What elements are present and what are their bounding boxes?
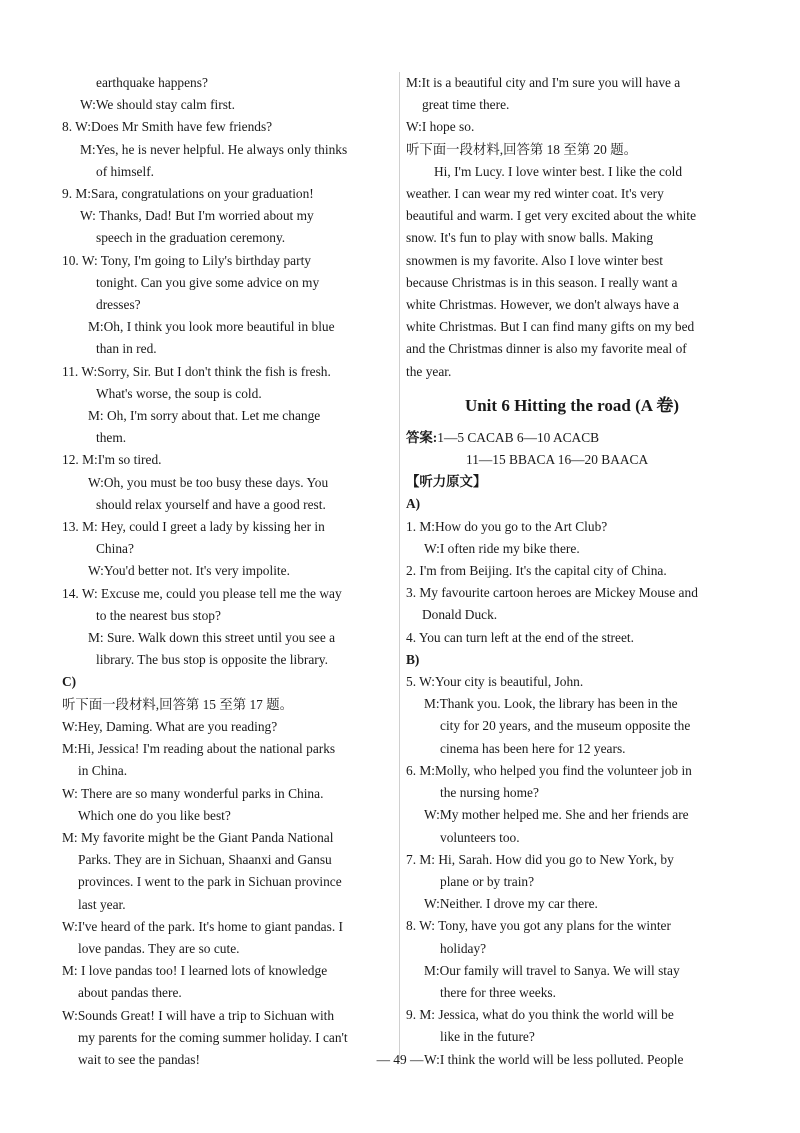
text-line: W:Oh, you must be too busy these days. You: [88, 474, 329, 490]
text-line: W:I've heard of the park. It's home to giant pandas. I: [62, 918, 343, 934]
text-line: cinema has been here for 12 years.: [440, 740, 626, 756]
text-line: W:You'd better not. It's very impolite.: [88, 563, 290, 579]
text-line: M:Thank you. Look, the library has been in the: [424, 696, 678, 712]
text-line: snowmen is my favorite. Also I love winter best: [406, 252, 663, 268]
text-line: love pandas. They are so cute.: [78, 940, 240, 956]
text-line: and the Christmas dinner is also my favorite meal of: [406, 341, 687, 357]
text-line: weather. I can wear my red winter coat. It's very: [406, 186, 664, 202]
text-line: about pandas there.: [78, 985, 182, 1001]
text-line: W:I think the world will be less polluted. People: [424, 1051, 684, 1067]
text-line: M:Oh, I think you look more beautiful in blue: [88, 319, 335, 335]
text-line: dresses?: [96, 297, 141, 313]
text-line: because Christmas is in this season. I really want a: [406, 274, 678, 290]
text-line: library. The bus stop is opposite the library.: [96, 652, 328, 668]
text-line: them.: [96, 430, 127, 446]
text-line: of himself.: [96, 163, 155, 179]
text-line: 7. M: Hi, Sarah. How did you go to New York, by: [406, 851, 674, 867]
text-line: 9. M:Sara, congratulations on your graduation!: [62, 186, 314, 202]
text-line: W:I often ride my bike there.: [424, 540, 580, 556]
text-line: M:Yes, he is never helpful. He always only thinks: [80, 141, 348, 157]
text-line: W: Thanks, Dad! But I'm worried about my: [80, 208, 314, 224]
text-line: speech in the graduation ceremony.: [96, 230, 286, 246]
text-line: W:Sounds Great! I will have a trip to Sichuan with: [62, 1007, 335, 1023]
text-line: 12. M:I'm so tired.: [62, 452, 162, 468]
text-line: in China.: [78, 763, 128, 779]
text-line: W:My mother helped me. She and her friends are: [424, 807, 689, 823]
text-line: W:Neither. I drove my car there.: [424, 896, 598, 912]
text-line: like in the future?: [440, 1029, 535, 1045]
text-line: 3. My favourite cartoon heroes are Mickey Mouse and: [406, 585, 698, 601]
text-line: W: There are so many wonderful parks in China.: [62, 785, 324, 801]
text-line: 【听力原文】: [406, 474, 487, 490]
text-line: W:I hope so.: [406, 119, 475, 135]
text-line: there for three weeks.: [440, 984, 556, 1000]
text-line: M: I love pandas too! I learned lots of knowledge: [62, 963, 328, 979]
text-line: last year.: [78, 896, 126, 912]
text-line: A): [406, 496, 421, 512]
text-line: Hi, I'm Lucy. I love winter best. I like the cold: [434, 163, 683, 179]
text-line: volunteers too.: [440, 829, 520, 845]
text-line: 11. W:Sorry, Sir. But I don't think the fish is fresh.: [62, 363, 331, 379]
text-line: should relax yourself and have a good rest.: [96, 496, 326, 512]
text-line: M:Our family will travel to Sanya. We will stay: [424, 962, 680, 978]
text-line: 2. I'm from Beijing. It's the capital city of China.: [406, 563, 667, 579]
text-line: 听下面一段材料,回答第 18 至第 20 题。: [406, 141, 637, 157]
answer-label: 答案:: [406, 429, 438, 445]
text-line: city for 20 years, and the museum opposite the: [440, 718, 691, 734]
right-column-bottom-text: [406, 471, 738, 1070]
text-line: B): [406, 651, 420, 667]
text-line: wait to see the pandas!: [78, 1051, 200, 1067]
text-line: my parents for the coming summer holiday. I can't: [78, 1029, 348, 1045]
answer-line-1: 1—5 CACAB 6—10 ACACB: [437, 429, 600, 445]
text-line: W:Hey, Daming. What are you reading?: [62, 718, 278, 734]
text-line: M:It is a beautiful city and I'm sure you will have a: [406, 75, 681, 90]
text-line: earthquake happens?: [96, 75, 208, 90]
text-line: snow. It's fun to play with snow balls. Making: [406, 230, 654, 246]
text-line: Which one do you like best?: [78, 807, 231, 823]
text-line: great time there.: [422, 97, 510, 113]
text-line: 13. M: Hey, could I greet a lady by kissing her in: [62, 519, 325, 535]
text-line: Donald Duck.: [422, 607, 498, 623]
text-line: M: My favorite might be the Giant Panda National: [62, 829, 334, 845]
text-line: M:Hi, Jessica! I'm reading about the national parks: [62, 741, 336, 757]
right-column: [406, 72, 738, 1071]
text-line: M: Sure. Walk down this street until you see a: [88, 630, 336, 646]
text-line: plane or by train?: [440, 873, 535, 889]
column-divider: [399, 72, 400, 1060]
text-line: the nursing home?: [440, 785, 539, 801]
answer-key: [406, 427, 738, 471]
text-line: 6. M:Molly, who helped you find the volunteer job in: [406, 762, 692, 778]
text-line: 4. You can turn left at the end of the street.: [406, 629, 634, 645]
text-line: tonight. Can you give some advice on my: [96, 274, 320, 290]
answer-line-2: 11—15 BBACA 16—20 BAACA: [466, 452, 649, 468]
unit-title: Unit 6 Hitting the road (A 卷): [464, 395, 680, 415]
text-line: white Christmas. However, we don't always have a: [406, 297, 679, 313]
text-line: holiday?: [440, 940, 487, 956]
text-line: Parks. They are in Sichuan, Shaanxi and Gansu: [78, 852, 332, 868]
text-line: 8. W:Does Mr Smith have few friends?: [62, 119, 273, 135]
text-line: than in red.: [96, 341, 157, 357]
text-line: 5. W:Your city is beautiful, John.: [406, 674, 584, 690]
text-line: C): [62, 674, 77, 690]
text-line: 9. M: Jessica, what do you think the world will be: [406, 1007, 674, 1023]
text-line: M: Oh, I'm sorry about that. Let me change: [88, 408, 321, 424]
text-line: to the nearest bus stop?: [96, 607, 221, 623]
text-line: 10. W: Tony, I'm going to Lily's birthday party: [62, 252, 311, 268]
left-column: [62, 72, 392, 1071]
text-line: 听下面一段材料,回答第 15 至第 17 题。: [62, 696, 293, 712]
text-line: provinces. I went to the park in Sichuan province: [78, 874, 342, 890]
page-number: — 49 —: [376, 1052, 424, 1067]
text-line: 1. M:How do you go to the Art Club?: [406, 518, 608, 534]
text-line: China?: [96, 541, 134, 557]
text-line: What's worse, the soup is cold.: [96, 385, 262, 401]
right-column-top-text: [406, 72, 738, 383]
text-line: W:We should stay calm first.: [80, 97, 235, 113]
text-line: white Christmas. But I can find many gifts on my bed: [406, 319, 695, 335]
text-line: beautiful and warm. I get very excited about the white: [406, 208, 697, 224]
text-line: the year.: [406, 363, 452, 379]
text-line: 8. W: Tony, have you got any plans for the winter: [406, 918, 671, 934]
text-line: 14. W: Excuse me, could you please tell me the way: [62, 585, 342, 601]
